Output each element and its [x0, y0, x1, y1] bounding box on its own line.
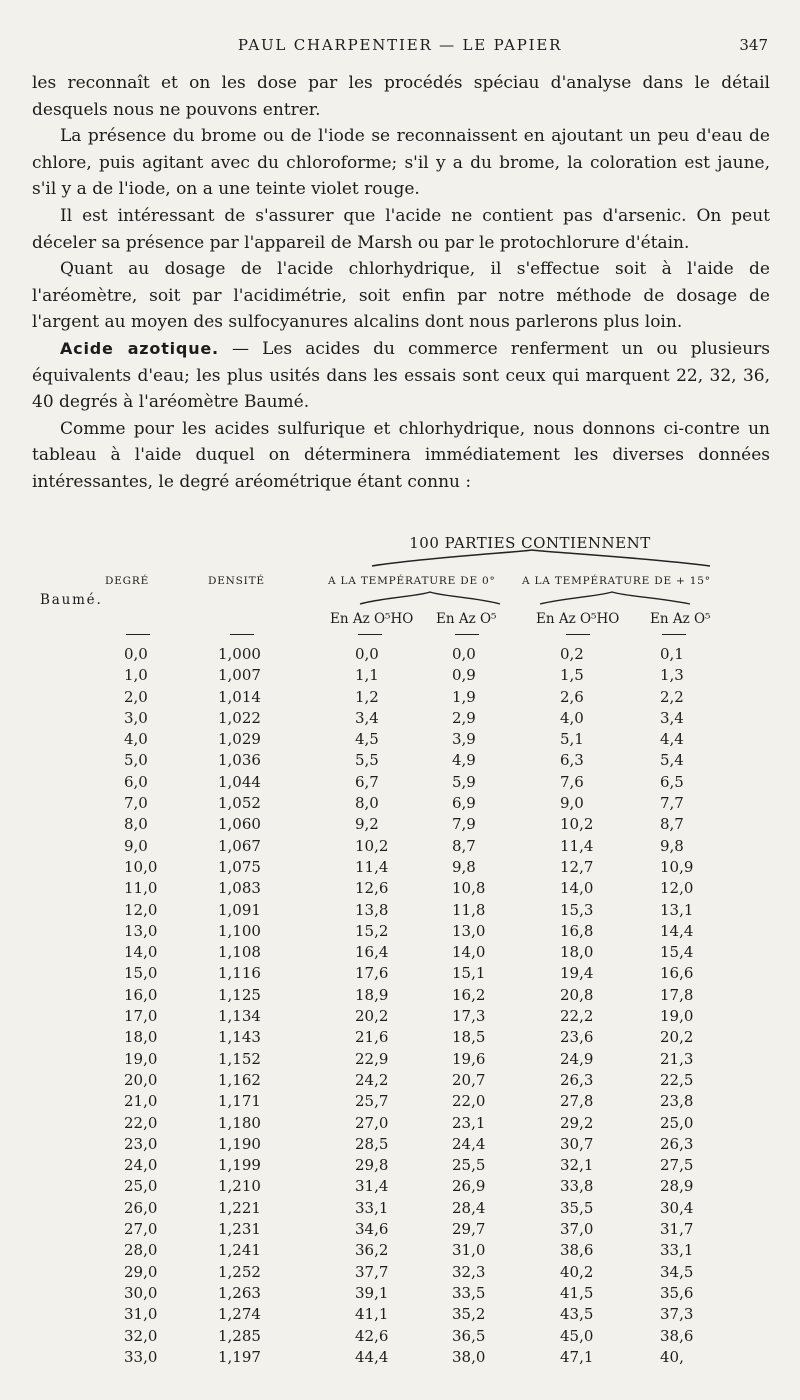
cell-densite: 1,060 — [218, 815, 261, 834]
cell-temp15-hydrate: 15,3 — [560, 900, 594, 919]
table-row — [0, 665, 800, 686]
cell-temp0-anhydride: 3,9 — [452, 730, 476, 749]
cell-degre: 21,0 — [124, 1092, 158, 1111]
cell-temp0-hydrate: 21,6 — [355, 1028, 389, 1047]
cell-temp15-hydrate: 2,6 — [560, 687, 584, 706]
cell-temp0-hydrate: 8,0 — [355, 794, 379, 813]
cell-temp0-hydrate: 12,6 — [355, 879, 389, 898]
cell-temp15-hydrate: 37,0 — [560, 1220, 594, 1239]
table-row — [0, 1347, 800, 1368]
cell-degre: 7,0 — [124, 794, 148, 813]
cell-temp0-anhydride: 33,5 — [452, 1283, 486, 1302]
cell-temp0-anhydride: 6,9 — [452, 794, 476, 813]
cell-temp0-anhydride: 36,5 — [452, 1326, 486, 1345]
table-row — [0, 1219, 800, 1240]
cell-temp15-hydrate: 26,3 — [560, 1070, 594, 1089]
cell-temp0-hydrate: 44,4 — [355, 1347, 389, 1366]
cell-densite: 1,044 — [218, 772, 261, 791]
cell-temp15-anhydride: 5,4 — [660, 751, 684, 770]
cell-degre: 19,0 — [124, 1049, 158, 1068]
table-row — [0, 814, 800, 835]
cell-densite: 1,036 — [218, 751, 261, 770]
cell-temp0-hydrate: 20,2 — [355, 1007, 389, 1026]
cell-temp15-hydrate: 20,8 — [560, 985, 594, 1004]
cell-temp0-hydrate: 22,9 — [355, 1049, 389, 1068]
cell-temp15-anhydride: 3,4 — [660, 708, 684, 727]
cell-densite: 1,263 — [218, 1283, 261, 1302]
cell-temp0-anhydride: 32,3 — [452, 1262, 486, 1281]
cell-temp15-hydrate: 1,5 — [560, 666, 584, 685]
cell-temp0-hydrate: 39,1 — [355, 1283, 389, 1302]
body-text — [32, 70, 770, 496]
cell-densite: 1,108 — [218, 943, 261, 962]
table-row — [0, 1326, 800, 1347]
cell-temp15-hydrate: 24,9 — [560, 1049, 594, 1068]
column-rule — [455, 634, 479, 635]
table-row — [0, 1113, 800, 1134]
cell-degre: 20,0 — [124, 1070, 158, 1089]
column-rule — [358, 634, 382, 635]
cell-degre: 11,0 — [124, 879, 158, 898]
table-row — [0, 1155, 800, 1176]
cell-densite: 1,199 — [218, 1156, 261, 1175]
cell-temp15-hydrate: 12,7 — [560, 857, 594, 876]
cell-temp0-hydrate: 15,2 — [355, 921, 389, 940]
cell-temp0-hydrate: 37,7 — [355, 1262, 389, 1281]
paragraph-4: Quant au dosage de l'acide chlorhydrique, il s'effectue soit à l'aide de l'aréomètre, soit par l'acidimétrie, soit enfin par notre méthode de dosage de l'argent au moyen des sulfocyanures alcalins dont nous parlerons plus loin. — [32, 259, 770, 333]
cell-degre: 32,0 — [124, 1326, 158, 1345]
cell-temp15-hydrate: 11,4 — [560, 836, 594, 855]
cell-temp15-anhydride: 7,7 — [660, 794, 684, 813]
group-title: 100 PARTIES CONTIENNENT — [409, 534, 651, 552]
cell-temp15-anhydride: 2,2 — [660, 687, 684, 706]
col-head-densite: DENSITÉ — [208, 575, 265, 587]
cell-temp15-hydrate: 33,8 — [560, 1177, 594, 1196]
cell-temp0-hydrate: 13,8 — [355, 900, 389, 919]
table-row — [0, 1006, 800, 1027]
cell-densite: 1,190 — [218, 1134, 261, 1153]
cell-temp0-anhydride: 11,8 — [452, 900, 486, 919]
cell-temp15-hydrate: 18,0 — [560, 943, 594, 962]
cell-degre: 1,0 — [124, 666, 148, 685]
cell-temp0-hydrate: 10,2 — [355, 836, 389, 855]
paragraph-5 — [32, 336, 770, 416]
cell-temp15-hydrate: 27,8 — [560, 1092, 594, 1111]
cell-temp0-hydrate: 24,2 — [355, 1070, 389, 1089]
cell-degre: 27,0 — [124, 1220, 158, 1239]
cell-temp0-anhydride: 29,7 — [452, 1220, 486, 1239]
cell-temp0-hydrate: 1,1 — [355, 666, 379, 685]
cell-temp15-anhydride: 17,8 — [660, 985, 694, 1004]
cell-temp0-anhydride: 26,9 — [452, 1177, 486, 1196]
cell-temp0-hydrate: 11,4 — [355, 857, 389, 876]
cell-degre: 0,0 — [124, 645, 148, 663]
col-head-baume: Baumé. — [40, 592, 103, 608]
page-number: 347 — [739, 36, 768, 54]
table-header — [0, 528, 800, 653]
cell-temp0-anhydride: 5,9 — [452, 772, 476, 791]
cell-degre: 10,0 — [124, 857, 158, 876]
cell-temp15-hydrate: 32,1 — [560, 1156, 594, 1175]
cell-densite: 1,029 — [218, 730, 261, 749]
table-row — [0, 942, 800, 963]
cell-densite: 1,180 — [218, 1113, 261, 1132]
cell-temp15-anhydride: 26,3 — [660, 1134, 694, 1153]
brace-temp0 — [360, 592, 500, 604]
cell-densite: 1,083 — [218, 879, 261, 898]
cell-degre: 17,0 — [124, 1007, 158, 1026]
table-row — [0, 900, 800, 921]
cell-temp0-anhydride: 0,0 — [452, 645, 476, 663]
cell-densite: 1,052 — [218, 794, 261, 813]
cell-degre: 3,0 — [124, 708, 148, 727]
cell-temp15-anhydride: 40, — [660, 1347, 684, 1366]
cell-temp15-anhydride: 10,9 — [660, 857, 694, 876]
subhead-temp0-anhydride: En Az O⁵ — [436, 611, 497, 627]
table-row — [0, 878, 800, 899]
cell-temp0-anhydride: 22,0 — [452, 1092, 486, 1111]
column-rule — [230, 634, 254, 635]
cell-degre: 9,0 — [124, 836, 148, 855]
cell-temp15-hydrate: 19,4 — [560, 964, 594, 983]
cell-degre: 12,0 — [124, 900, 158, 919]
cell-temp15-anhydride: 1,3 — [660, 666, 684, 685]
cell-temp15-hydrate: 6,3 — [560, 751, 584, 770]
cell-temp0-anhydride: 15,1 — [452, 964, 486, 983]
cell-temp15-anhydride: 27,5 — [660, 1156, 694, 1175]
cell-temp15-hydrate: 5,1 — [560, 730, 584, 749]
group-brace — [372, 550, 710, 566]
cell-densite: 1,116 — [218, 964, 261, 983]
cell-degre: 33,0 — [124, 1347, 158, 1366]
table-row — [0, 857, 800, 878]
cell-densite: 1,125 — [218, 985, 261, 1004]
cell-degre: 28,0 — [124, 1241, 158, 1260]
cell-temp15-hydrate: 4,0 — [560, 708, 584, 727]
cell-temp0-hydrate: 31,4 — [355, 1177, 389, 1196]
table-row — [0, 1049, 800, 1070]
cell-densite: 1,221 — [218, 1198, 261, 1217]
cell-temp0-anhydride: 19,6 — [452, 1049, 486, 1068]
table-row — [0, 1134, 800, 1155]
cell-temp15-anhydride: 28,9 — [660, 1177, 694, 1196]
cell-densite: 1,134 — [218, 1007, 261, 1026]
table-row — [0, 644, 800, 665]
cell-temp0-anhydride: 16,2 — [452, 985, 486, 1004]
cell-temp15-anhydride: 22,5 — [660, 1070, 694, 1089]
column-rule — [566, 634, 590, 635]
table-row — [0, 708, 800, 729]
cell-temp15-hydrate: 40,2 — [560, 1262, 594, 1281]
cell-degre: 25,0 — [124, 1177, 158, 1196]
table-row — [0, 1070, 800, 1091]
cell-densite: 1,143 — [218, 1028, 261, 1047]
cell-temp0-hydrate: 4,5 — [355, 730, 379, 749]
table-body — [0, 644, 800, 1368]
cell-densite: 1,285 — [218, 1326, 261, 1345]
cell-densite: 1,067 — [218, 836, 261, 855]
col-head-temp15: A LA TEMPÉRATURE DE + 15° — [522, 575, 711, 587]
cell-temp15-anhydride: 31,7 — [660, 1220, 694, 1239]
cell-temp15-anhydride: 9,8 — [660, 836, 684, 855]
table-row — [0, 772, 800, 793]
cell-temp15-anhydride: 20,2 — [660, 1028, 694, 1047]
cell-densite: 1,231 — [218, 1220, 261, 1239]
cell-temp15-hydrate: 7,6 — [560, 772, 584, 791]
cell-densite: 1,241 — [218, 1241, 261, 1260]
cell-degre: 31,0 — [124, 1305, 158, 1324]
cell-temp15-anhydride: 16,6 — [660, 964, 694, 983]
cell-degre: 6,0 — [124, 772, 148, 791]
cell-temp0-anhydride: 13,0 — [452, 921, 486, 940]
paragraph-1: les reconnaît et on les dose par les procédés spéciau d'analyse dans le détail desquels nous ne pouvons entrer. — [32, 73, 770, 120]
table-row — [0, 985, 800, 1006]
cell-densite: 1,274 — [218, 1305, 261, 1324]
running-header — [30, 34, 770, 58]
cell-densite: 1,171 — [218, 1092, 261, 1111]
cell-temp0-anhydride: 14,0 — [452, 943, 486, 962]
subhead-temp15-hydrate: En Az O⁵HO — [536, 611, 620, 627]
cell-temp0-hydrate: 33,1 — [355, 1198, 389, 1217]
cell-degre: 29,0 — [124, 1262, 158, 1281]
cell-temp15-anhydride: 34,5 — [660, 1262, 694, 1281]
cell-temp15-hydrate: 14,0 — [560, 879, 594, 898]
subhead-temp0-hydrate: En Az O⁵HO — [330, 611, 414, 627]
cell-temp15-anhydride: 37,3 — [660, 1305, 694, 1324]
subhead-temp15-anhydride: En Az O⁵ — [650, 611, 711, 627]
table-row — [0, 687, 800, 708]
cell-temp15-anhydride: 25,0 — [660, 1113, 694, 1132]
table-row — [0, 750, 800, 771]
cell-densite: 1,022 — [218, 708, 261, 727]
running-title: PAUL CHARPENTIER — LE PAPIER — [237, 36, 563, 54]
cell-temp15-anhydride: 23,8 — [660, 1092, 694, 1111]
table-row — [0, 1240, 800, 1261]
cell-temp0-anhydride: 23,1 — [452, 1113, 486, 1132]
cell-temp15-hydrate: 41,5 — [560, 1283, 594, 1302]
table-row — [0, 1176, 800, 1197]
cell-temp0-anhydride: 38,0 — [452, 1347, 486, 1366]
paragraph-3: Il est intéressant de s'assurer que l'acide ne contient pas d'arsenic. On peut déceler sa présence par l'appareil de Marsh ou par le protochlorure d'étain. — [32, 205, 770, 253]
cell-temp0-hydrate: 25,7 — [355, 1092, 389, 1111]
cell-densite: 1,152 — [218, 1049, 261, 1068]
cell-densite: 1,014 — [218, 687, 261, 706]
cell-degre: 23,0 — [124, 1134, 158, 1153]
cell-temp0-hydrate: 34,6 — [355, 1220, 389, 1239]
cell-degre: 4,0 — [124, 730, 148, 749]
section-heading: Acide azotique. — [60, 338, 219, 358]
cell-temp0-anhydride: 9,8 — [452, 857, 476, 876]
cell-temp15-hydrate: 43,5 — [560, 1305, 594, 1324]
column-rule — [662, 634, 686, 635]
cell-temp15-anhydride: 35,6 — [660, 1283, 694, 1302]
cell-temp0-anhydride: 10,8 — [452, 879, 486, 898]
cell-degre: 8,0 — [124, 815, 148, 834]
cell-temp15-hydrate: 38,6 — [560, 1241, 594, 1260]
cell-temp0-hydrate: 18,9 — [355, 985, 389, 1004]
cell-temp0-anhydride: 18,5 — [452, 1028, 486, 1047]
table-row — [0, 1091, 800, 1112]
cell-temp15-hydrate: 9,0 — [560, 794, 584, 813]
table-row — [0, 793, 800, 814]
cell-temp15-anhydride: 0,1 — [660, 645, 684, 663]
cell-degre: 15,0 — [124, 964, 158, 983]
cell-temp15-hydrate: 10,2 — [560, 815, 594, 834]
table-row — [0, 1283, 800, 1304]
cell-temp0-anhydride: 28,4 — [452, 1198, 486, 1217]
cell-temp0-hydrate: 3,4 — [355, 708, 379, 727]
paragraph-6: Comme pour les acides sulfurique et chlorhydrique, nous donnons ci-contre un tableau à l'aide duquel on déterminera immédiatement les diverses données intéressantes, le degré aréométrique étant connu : — [32, 418, 770, 492]
cell-densite: 1,210 — [218, 1177, 261, 1196]
cell-degre: 2,0 — [124, 687, 148, 706]
cell-densite: 1,100 — [218, 921, 261, 940]
cell-densite: 1,007 — [218, 666, 261, 685]
cell-temp15-anhydride: 19,0 — [660, 1007, 694, 1026]
cell-degre: 18,0 — [124, 1028, 158, 1047]
table-row — [0, 729, 800, 750]
cell-densite: 1,252 — [218, 1262, 261, 1281]
cell-densite: 1,000 — [218, 645, 261, 663]
cell-temp15-anhydride: 33,1 — [660, 1241, 694, 1260]
table-row — [0, 1198, 800, 1219]
cell-temp0-anhydride: 25,5 — [452, 1156, 486, 1175]
cell-temp0-anhydride: 0,9 — [452, 666, 476, 685]
cell-densite: 1,075 — [218, 857, 261, 876]
cell-temp0-hydrate: 9,2 — [355, 815, 379, 834]
cell-temp15-hydrate: 29,2 — [560, 1113, 594, 1132]
cell-temp0-hydrate: 5,5 — [355, 751, 379, 770]
table-row — [0, 963, 800, 984]
cell-degre: 22,0 — [124, 1113, 158, 1132]
cell-temp15-anhydride: 30,4 — [660, 1198, 694, 1217]
cell-temp15-hydrate: 16,8 — [560, 921, 594, 940]
cell-temp0-hydrate: 1,2 — [355, 687, 379, 706]
cell-densite: 1,197 — [218, 1347, 261, 1366]
cell-degre: 14,0 — [124, 943, 158, 962]
cell-temp15-anhydride: 14,4 — [660, 921, 694, 940]
cell-densite: 1,162 — [218, 1070, 261, 1089]
paragraph-5-text: — Les acides du commerce renferment un ou plusieurs équivalents d'eau; les plus usités dans les essais sont ceux qui marquent 22, 32, 36, 40 degrés à l'aréomètre Baumé. — [32, 338, 771, 413]
cell-temp0-hydrate: 6,7 — [355, 772, 379, 791]
col-head-temp0: A LA TEMPÉRATURE DE 0° — [328, 575, 496, 587]
cell-temp15-anhydride: 38,6 — [660, 1326, 694, 1345]
cell-temp15-hydrate: 0,2 — [560, 645, 584, 663]
paragraph-2: La présence du brome ou de l'iode se reconnaissent en ajoutant un peu d'eau de chlore, puis agitant avec du chloroforme; s'il y a du brome, la coloration est jaune, s'il y a de l'iode, on a une teinte violet rouge. — [32, 126, 770, 200]
cell-temp15-hydrate: 23,6 — [560, 1028, 594, 1047]
cell-temp15-hydrate: 22,2 — [560, 1007, 594, 1026]
cell-temp15-anhydride: 15,4 — [660, 943, 694, 962]
table-row — [0, 1027, 800, 1048]
cell-temp0-anhydride: 1,9 — [452, 687, 476, 706]
cell-temp0-anhydride: 24,4 — [452, 1134, 486, 1153]
cell-temp0-anhydride: 31,0 — [452, 1241, 486, 1260]
table-row — [0, 836, 800, 857]
cell-temp15-hydrate: 35,5 — [560, 1198, 594, 1217]
cell-temp0-hydrate: 41,1 — [355, 1305, 389, 1324]
cell-temp0-anhydride: 2,9 — [452, 708, 476, 727]
cell-degre: 26,0 — [124, 1198, 158, 1217]
cell-temp0-anhydride: 35,2 — [452, 1305, 486, 1324]
cell-temp0-anhydride: 8,7 — [452, 836, 476, 855]
cell-temp15-anhydride: 4,4 — [660, 730, 684, 749]
cell-temp0-hydrate: 16,4 — [355, 943, 389, 962]
cell-temp15-anhydride: 8,7 — [660, 815, 684, 834]
cell-temp0-hydrate: 28,5 — [355, 1134, 389, 1153]
cell-temp0-anhydride: 20,7 — [452, 1070, 486, 1089]
cell-temp15-anhydride: 13,1 — [660, 900, 694, 919]
cell-degre: 5,0 — [124, 751, 148, 770]
cell-degre: 16,0 — [124, 985, 158, 1004]
brace-temp15 — [540, 592, 690, 604]
cell-temp0-anhydride: 7,9 — [452, 815, 476, 834]
cell-temp0-hydrate: 17,6 — [355, 964, 389, 983]
cell-temp15-anhydride: 21,3 — [660, 1049, 694, 1068]
cell-degre: 30,0 — [124, 1283, 158, 1302]
cell-temp0-hydrate: 36,2 — [355, 1241, 389, 1260]
cell-temp15-hydrate: 30,7 — [560, 1134, 594, 1153]
cell-densite: 1,091 — [218, 900, 261, 919]
cell-degre: 13,0 — [124, 921, 158, 940]
cell-temp0-hydrate: 27,0 — [355, 1113, 389, 1132]
cell-temp0-anhydride: 4,9 — [452, 751, 476, 770]
column-rule — [126, 634, 150, 635]
cell-temp15-anhydride: 6,5 — [660, 772, 684, 791]
table-row — [0, 921, 800, 942]
cell-temp0-hydrate: 0,0 — [355, 645, 379, 663]
cell-temp15-anhydride: 12,0 — [660, 879, 694, 898]
cell-temp0-hydrate: 29,8 — [355, 1156, 389, 1175]
table-row — [0, 1304, 800, 1325]
cell-temp15-hydrate: 47,1 — [560, 1347, 594, 1366]
cell-temp15-hydrate: 45,0 — [560, 1326, 594, 1345]
col-head-degre: DEGRÉ — [105, 575, 150, 587]
cell-temp0-anhydride: 17,3 — [452, 1007, 486, 1026]
cell-degre: 24,0 — [124, 1156, 158, 1175]
table-row — [0, 1262, 800, 1283]
cell-temp0-hydrate: 42,6 — [355, 1326, 389, 1345]
